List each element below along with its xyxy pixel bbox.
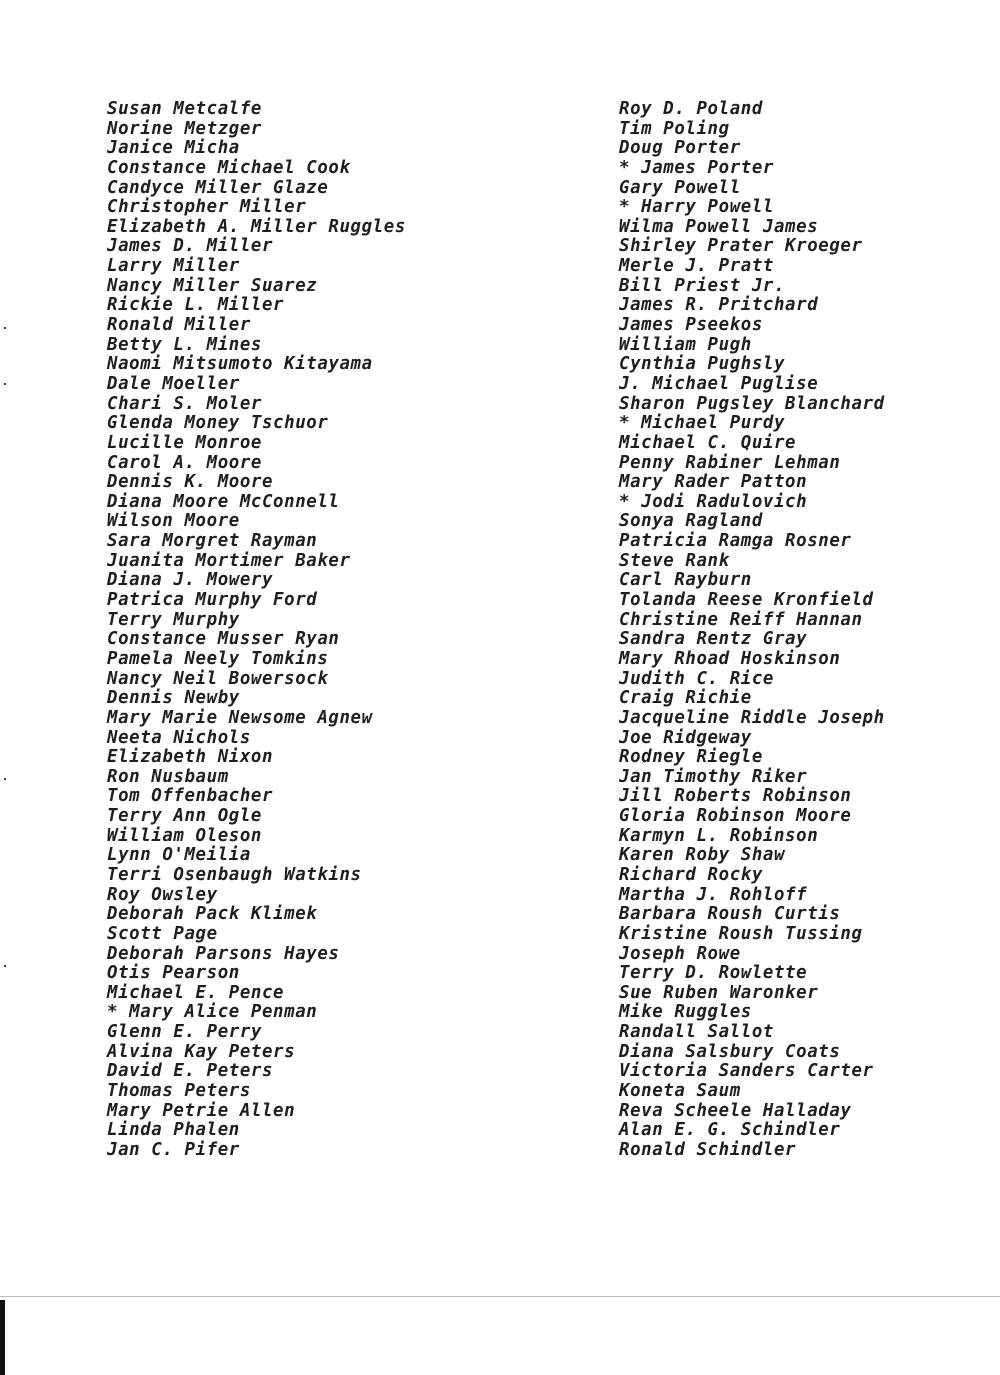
- name-entry: Pamela Neely Tomkins: [107, 648, 329, 669]
- name-entry: Kristine Roush Tussing: [619, 923, 863, 944]
- name-entry: Ronald Miller: [107, 315, 251, 336]
- name-entry: Betty L. Mines: [107, 334, 262, 355]
- name-entry: Ron Nusbaum: [107, 766, 229, 787]
- name-list-right: [619, 100, 989, 1161]
- name-entry: Glenn E. Perry: [107, 1022, 262, 1043]
- name-entry: Tolanda Reese Kronfield: [619, 590, 874, 611]
- name-entry: Victoria Sanders Carter: [619, 1061, 874, 1082]
- name-entry: Elizabeth A. Miller Ruggles: [107, 216, 406, 237]
- name-entry: Terri Osenbaugh Watkins: [107, 864, 362, 885]
- name-entry: Constance Michael Cook: [107, 157, 351, 178]
- name-entry: Jacqueline Riddle Joseph: [619, 707, 885, 728]
- name-entry: Neeta Nichols: [107, 727, 251, 748]
- name-entry: Judith C. Rice: [619, 668, 774, 689]
- name-entry: Deborah Parsons Hayes: [107, 943, 340, 964]
- name-entry: Sharon Pugsley Blanchard: [619, 393, 885, 414]
- name-entry: Shirley Prater Kroeger: [619, 236, 863, 257]
- name-entry: Sara Morgret Rayman: [107, 531, 318, 552]
- name-entry: Naomi Mitsumoto Kitayama: [107, 354, 373, 375]
- scan-speck: [4, 965, 6, 967]
- name-entry: Tim Poling: [619, 118, 730, 139]
- name-entry: Ronald Schindler: [619, 1139, 797, 1160]
- name-entry: Tom Offenbacher: [107, 786, 274, 807]
- name-entry: Diana Salsbury Coats: [619, 1041, 841, 1062]
- name-entry: Elizabeth Nixon: [107, 747, 274, 768]
- name-entry: Wilma Powell James: [619, 216, 819, 237]
- name-entry: Christine Reiff Hannan: [619, 609, 863, 630]
- name-entry: Mary Marie Newsome Agnew: [107, 707, 373, 728]
- name-entry: Barbara Roush Curtis: [619, 904, 841, 925]
- name-entry: James D. Miller: [107, 236, 274, 257]
- name-entry: Diana J. Mowery: [107, 570, 274, 591]
- name-entry: Roy Owsley: [107, 884, 218, 905]
- name-entry: Constance Musser Ryan: [107, 629, 340, 650]
- name-entry: Mike Ruggles: [619, 1002, 752, 1023]
- name-entry: J. Michael Puglise: [619, 373, 819, 394]
- name-entry: Koneta Saum: [619, 1081, 741, 1102]
- name-entry: Gloria Robinson Moore: [619, 806, 852, 827]
- name-entry: Lucille Monroe: [107, 432, 262, 453]
- name-entry: Otis Pearson: [107, 963, 240, 984]
- name-entry: Linda Phalen: [107, 1120, 240, 1141]
- name-entry: Mary Rhoad Hoskinson: [619, 648, 841, 669]
- name-entry: Reva Scheele Halladay: [619, 1100, 852, 1121]
- name-entry: Candyce Miller Glaze: [107, 177, 329, 198]
- name-entry: Craig Richie: [619, 688, 752, 709]
- name-entry: Joe Ridgeway: [619, 727, 752, 748]
- name-entry: Terry Ann Ogle: [107, 806, 262, 827]
- name-entry: * Michael Purdy: [619, 413, 786, 434]
- name-entry: Thomas Peters: [107, 1081, 251, 1102]
- name-entry: Chari S. Moler: [107, 393, 262, 414]
- name-entry: Mary Petrie Allen: [107, 1100, 296, 1121]
- name-entry: Patrica Murphy Ford: [107, 590, 318, 611]
- name-entry: Sue Ruben Waronker: [619, 982, 819, 1003]
- name-entry: Terry Murphy: [107, 609, 240, 630]
- name-entry: Juanita Mortimer Baker: [107, 550, 351, 571]
- name-entry: Jan Timothy Riker: [619, 766, 808, 787]
- name-entry: Deborah Pack Klimek: [107, 904, 318, 925]
- scan-speck: [4, 778, 6, 780]
- name-entry: Dale Moeller: [107, 373, 240, 394]
- name-entry: Dennis Newby: [107, 688, 240, 709]
- name-entry: Terry D. Rowlette: [619, 963, 808, 984]
- name-entry: Karen Roby Shaw: [619, 845, 786, 866]
- name-entry: William Pugh: [619, 334, 752, 355]
- name-entry: Randall Sallot: [619, 1022, 774, 1043]
- name-entry: * Harry Powell: [619, 197, 774, 218]
- name-entry: Michael C. Quire: [619, 432, 797, 453]
- name-entry: Susan Metcalfe: [107, 99, 262, 119]
- name-entry: Jill Roberts Robinson: [619, 786, 852, 807]
- name-entry: Gary Powell: [619, 177, 741, 198]
- name-entry: Sonya Ragland: [619, 511, 763, 532]
- name-entry: * Jodi Radulovich: [619, 491, 808, 512]
- name-entry: Alvina Kay Peters: [107, 1041, 296, 1062]
- name-entry: Nancy Neil Bowersock: [107, 668, 329, 689]
- scan-fold-line: [0, 1296, 1000, 1297]
- name-entry: Doug Porter: [619, 138, 741, 159]
- scan-speck: [4, 327, 6, 329]
- name-entry: Bill Priest Jr.: [619, 275, 786, 296]
- name-entry: Larry Miller: [107, 256, 240, 277]
- scan-edge-shadow: [0, 1300, 5, 1375]
- name-entry: * Mary Alice Penman: [107, 1002, 318, 1023]
- name-entry: Dennis K. Moore: [107, 472, 274, 493]
- name-entry: Merle J. Pratt: [619, 256, 774, 277]
- name-entry: Steve Rank: [619, 550, 730, 571]
- name-entry: Karmyn L. Robinson: [619, 825, 819, 846]
- name-entry: Mary Rader Patton: [619, 472, 808, 493]
- name-entry: David E. Peters: [107, 1061, 274, 1082]
- name-entry: Wilson Moore: [107, 511, 240, 532]
- name-entry: Lynn O'Meilia: [107, 845, 251, 866]
- name-entry: Carl Rayburn: [619, 570, 752, 591]
- name-entry: Michael E. Pence: [107, 982, 285, 1003]
- name-list-left: [107, 100, 527, 1161]
- name-entry: Janice Micha: [107, 138, 240, 159]
- name-entry: James Pseekos: [619, 315, 763, 336]
- name-entry: Alan E. G. Schindler: [619, 1120, 841, 1141]
- scan-speck: [4, 383, 6, 385]
- name-entry: Joseph Rowe: [619, 943, 741, 964]
- name-entry: Patricia Ramga Rosner: [619, 531, 852, 552]
- name-entry: Nancy Miller Suarez: [107, 275, 318, 296]
- name-entry: Cynthia Pughsly: [619, 354, 786, 375]
- name-entry: Christopher Miller: [107, 197, 307, 218]
- name-entry: Norine Metzger: [107, 118, 262, 139]
- name-entry: Rickie L. Miller: [107, 295, 285, 316]
- name-entry: Rodney Riegle: [619, 747, 763, 768]
- name-entry: Richard Rocky: [619, 864, 763, 885]
- name-entry: Scott Page: [107, 923, 218, 944]
- name-entry: Sandra Rentz Gray: [619, 629, 808, 650]
- name-entry: Jan C. Pifer: [107, 1139, 240, 1160]
- name-entry: Glenda Money Tschuor: [107, 413, 329, 434]
- name-entry: William Oleson: [107, 825, 262, 846]
- name-entry: * James Porter: [619, 157, 774, 178]
- name-entry: James R. Pritchard: [619, 295, 819, 316]
- name-entry: Martha J. Rohloff: [619, 884, 808, 905]
- name-entry: Penny Rabiner Lehman: [619, 452, 841, 473]
- name-entry: Roy D. Poland: [619, 99, 763, 119]
- name-entry: Diana Moore McConnell: [107, 491, 340, 512]
- name-entry: Carol A. Moore: [107, 452, 262, 473]
